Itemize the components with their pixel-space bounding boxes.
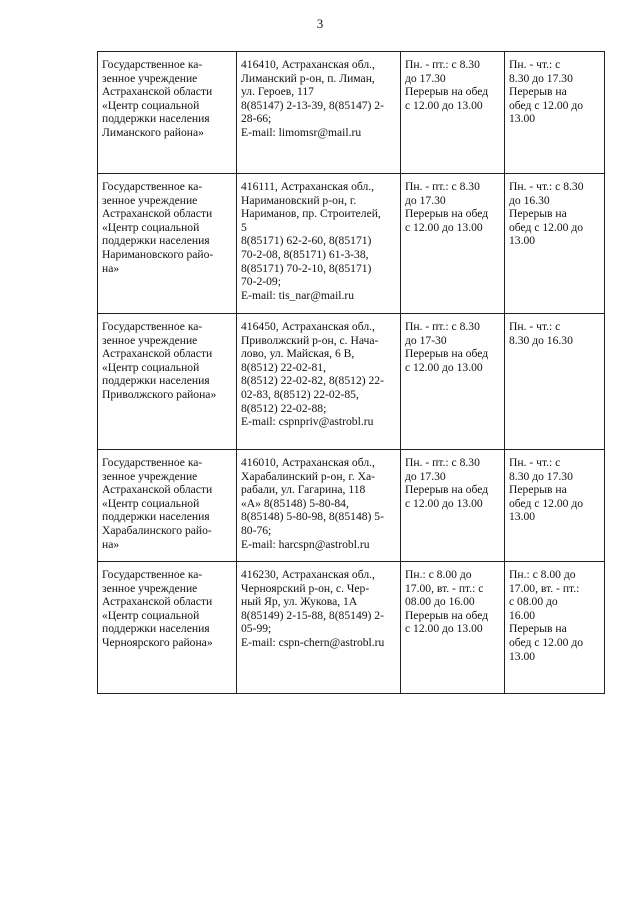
table-row bbox=[98, 314, 605, 450]
institution-name-cell: Государственное ка- зенное учреждение Астраханской области «Центр социальной поддержки населения Харабалинского райо- на» bbox=[98, 450, 237, 562]
schedule-cell: Пн. - пт.: с 8.30 до 17-30 Перерыв на обед с 12.00 до 13.00 bbox=[401, 314, 505, 450]
schedule-cell: Пн. - пт.: с 8.30 до 17.30 Перерыв на обед с 12.00 до 13.00 bbox=[401, 174, 505, 314]
contacts-cell: 416010, Астраханская обл., Харабалинский р-он, г. Ха- рабали, ул. Гагарина, 118 «А» 8(85148) 5-80-84, 8(85148) 5-80-98, 8(85148) 5- 80-76; E-mail: harcspn@astrobl.ru bbox=[237, 450, 401, 562]
schedule-cell: Пн. - чт.: с 8.30 до 16.30 Перерыв на обед с 12.00 до 13.00 bbox=[505, 174, 605, 314]
contacts-cell: 416230, Астраханская обл., Черноярский р-он, с. Чер- ный Яр, ул. Жукова, 1А 8(85149) 2-15-88, 8(85149) 2- 05-99; E-mail: cspn-chern@astrobl.ru bbox=[237, 562, 401, 694]
table-row bbox=[98, 174, 605, 314]
contacts-cell: 416410, Астраханская обл., Лиманский р-он, п. Лиман, ул. Героев, 117 8(85147) 2-13-39, 8(85147) 2- 28-66; E-mail: limomsr@mail.ru bbox=[237, 52, 401, 174]
schedule-cell: Пн. - пт.: с 8.30 до 17.30 Перерыв на обед с 12.00 до 13.00 bbox=[401, 52, 505, 174]
institutions-table bbox=[97, 51, 605, 694]
schedule-cell: Пн.: с 8.00 до 17.00, вт. - пт.: с 08.00 до 16.00 Перерыв на обед с 12.00 до 13.00 bbox=[401, 562, 505, 694]
schedule-cell: Пн. - чт.: с 8.30 до 17.30 Перерыв на обед с 12.00 до 13.00 bbox=[505, 450, 605, 562]
schedule-cell: Пн.: с 8.00 до 17.00, вт. - пт.: с 08.00 до 16.00 Перерыв на обед с 12.00 до 13.00 bbox=[505, 562, 605, 694]
page-number: 3 bbox=[316, 16, 324, 31]
schedule-cell: Пн. - чт.: с 8.30 до 16.30 bbox=[505, 314, 605, 450]
table-row bbox=[98, 450, 605, 562]
institution-name-cell: Государственное ка- зенное учреждение Астраханской области «Центр социальной поддержки населения Черноярского района» bbox=[98, 562, 237, 694]
table-row bbox=[98, 562, 605, 694]
contacts-cell: 416450, Астраханская обл., Приволжский р-он, с. Нача- лово, ул. Майская, 6 В, 8(8512) 22-02-81, 8(8512) 22-02-82, 8(8512) 22- 02-83, 8(8512) 22-02-85, 8(8512) 22-02-88; E-mail: cspnpriv@astrobl.ru bbox=[237, 314, 401, 450]
institution-name-cell: Государственное ка- зенное учреждение Астраханской области «Центр социальной поддержки населения Наримановского райо- на» bbox=[98, 174, 237, 314]
institution-name-cell: Государственное ка- зенное учреждение Астраханской области «Центр социальной поддержки населения Приволжского района» bbox=[98, 314, 237, 450]
schedule-cell: Пн. - чт.: с 8.30 до 17.30 Перерыв на обед с 12.00 до 13.00 bbox=[505, 52, 605, 174]
institution-name-cell: Государственное ка- зенное учреждение Астраханской области «Центр социальной поддержки населения Лиманского района» bbox=[98, 52, 237, 174]
contacts-cell: 416111, Астраханская обл., Наримановский р-он, г. Нариманов, пр. Строителей, 5 8(85171) 62-2-60, 8(85171) 70-2-08, 8(85171) 61-3-38, 8(85171) 70-2-10, 8(85171) 70-2-09; E-mail: tis_nar@mail.ru bbox=[237, 174, 401, 314]
schedule-cell: Пн. - пт.: с 8.30 до 17.30 Перерыв на обед с 12.00 до 13.00 bbox=[401, 450, 505, 562]
table-row bbox=[98, 52, 605, 174]
